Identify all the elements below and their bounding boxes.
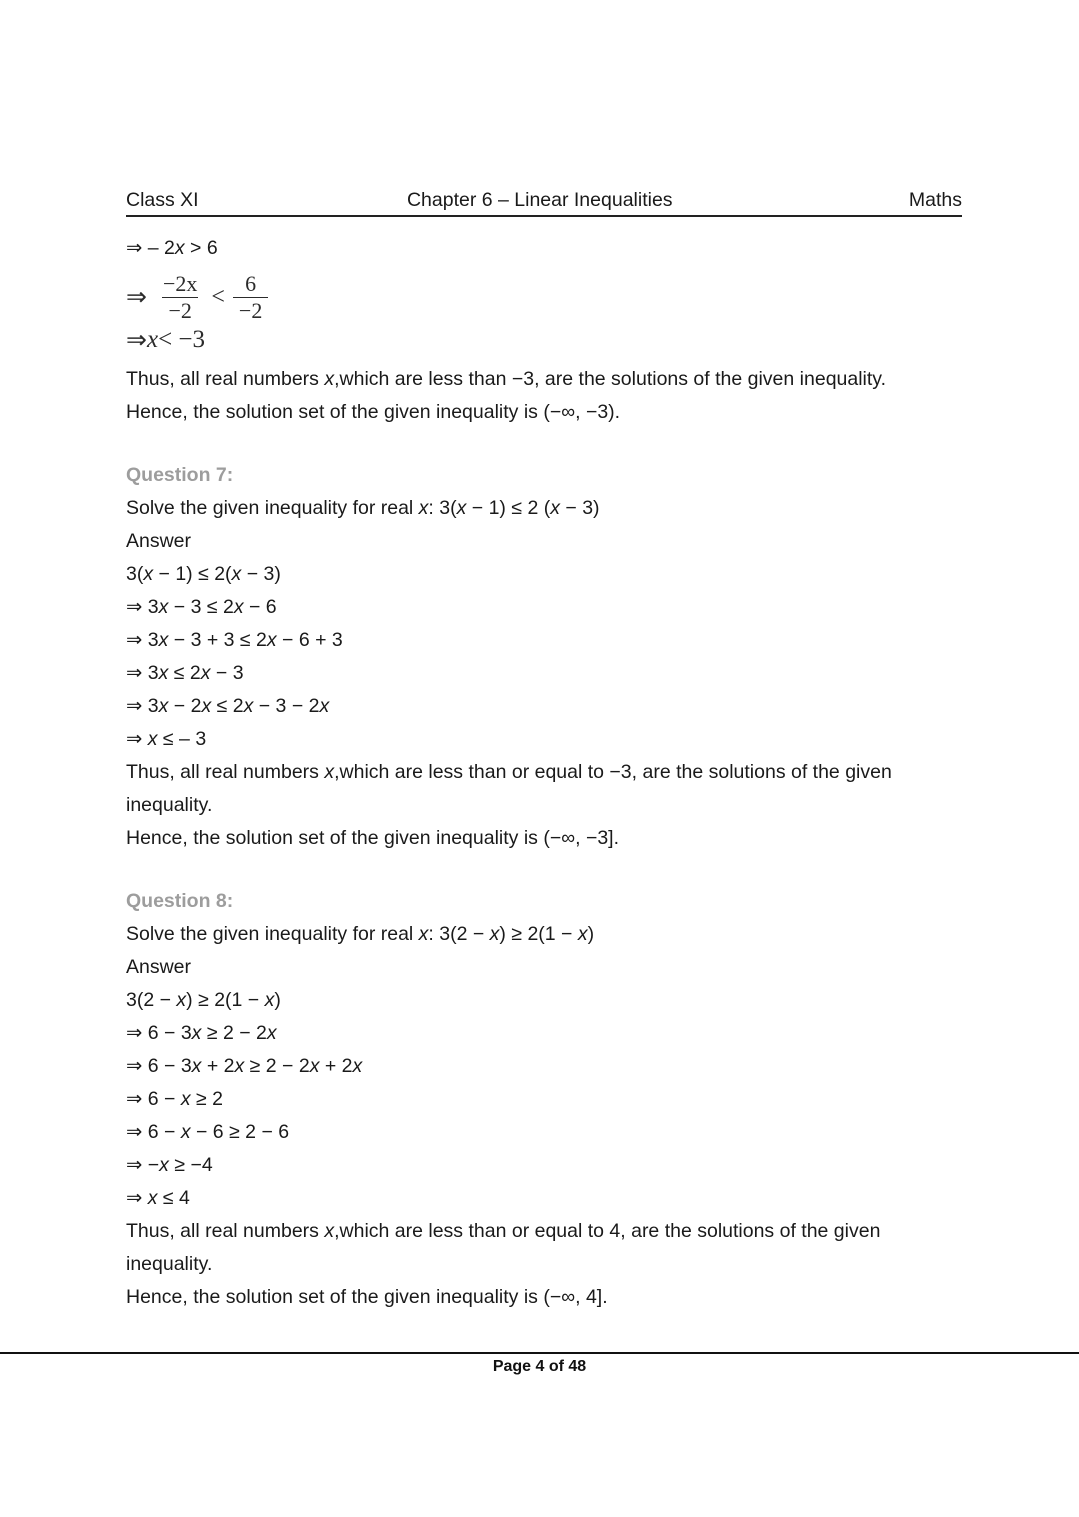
header-subject-label: Maths (908, 189, 962, 211)
footer-page-number: Page 4 of 48 (492, 1358, 587, 1375)
equation-fraction-row (126, 269, 954, 325)
footer-divider (0, 1352, 1079, 1354)
question-heading-7: Question 7: (126, 464, 234, 486)
solution-step: ⇒ 3x − 3 ≤ 2x − 6 (126, 596, 277, 618)
question-hence-line-7: Hence, the solution set of the given inequality is (−∞, −3]. (126, 827, 620, 849)
solution-step: ⇒ x ≤ 4 (126, 1187, 190, 1209)
fraction-right (233, 272, 268, 322)
question-thus-line-8: Thus, all real numbers x,which are less than or equal to 4, are the solutions of the given inequality. (126, 1220, 881, 1275)
answer-label-7: Answer (126, 530, 192, 552)
solution-step: ⇒ x ≤ – 3 (126, 728, 207, 750)
page-header (126, 188, 962, 217)
equation-image-block (126, 269, 954, 355)
solution-step: 3(x − 1) ≤ 2(x − 3) (126, 563, 281, 585)
implies-arrow-icon: ⇒ (126, 284, 147, 311)
page-content (126, 232, 954, 1314)
solution-step: ⇒ 3x ≤ 2x − 3 (126, 662, 244, 684)
solution-step: ⇒ 6 − 3x + 2x ≥ 2 − 2x + 2x (126, 1055, 363, 1077)
solution-step: ⇒ 6 − 3x ≥ 2 − 2x (126, 1022, 277, 1044)
solution-step: ⇒ −x ≥ −4 (126, 1154, 213, 1176)
solution-step: 3(2 − x) ≥ 2(1 − x) (126, 989, 281, 1011)
fraction-left (157, 272, 203, 322)
question-prompt-8: Solve the given inequality for real x: 3(2 − x) ≥ 2(1 − x) (126, 923, 595, 945)
question-heading-8: Question 8: (126, 890, 234, 912)
spacer (126, 429, 954, 459)
continued-hence-line: Hence, the solution set of the given inequality is (−∞, −3). (126, 401, 621, 423)
continued-thus-line: Thus, all real numbers x,which are less than −3, are the solutions of the given inequality. (126, 368, 887, 390)
continued-step-line: ⇒ – 2x > 6 (126, 237, 218, 259)
spacer (126, 855, 954, 885)
fraction-right-numerator: 6 (245, 271, 257, 297)
fraction-left-denominator: −2 (162, 297, 197, 322)
question-prompt-7: Solve the given inequality for real x: 3(x − 1) ≤ 2 (x − 3) (126, 497, 600, 519)
solution-step: ⇒ 3x − 2x ≤ 2x − 3 − 2x (126, 695, 330, 717)
header-chapter-title: Chapter 6 – Linear Inequalities (406, 189, 673, 211)
solution-step: ⇒ 6 − x − 6 ≥ 2 − 6 (126, 1121, 290, 1143)
solution-step: ⇒ 3x − 3 + 3 ≤ 2x − 6 + 3 (126, 629, 343, 651)
question-hence-line-8: Hence, the solution set of the given inequality is (−∞, 4]. (126, 1286, 608, 1308)
question-thus-line-7: Thus, all real numbers x,which are less than or equal to −3, are the solutions of the given inequality. (126, 761, 892, 816)
answer-label-8: Answer (126, 956, 192, 978)
solution-step: ⇒ 6 − x ≥ 2 (126, 1088, 223, 1110)
equation-final-line: ⇒ x < −3 (126, 326, 206, 354)
fraction-left-numerator: −2x (162, 271, 198, 297)
relation-operator: < (211, 283, 225, 310)
fraction-right-denominator: −2 (233, 297, 268, 322)
header-class-label: Class XI (126, 189, 199, 211)
